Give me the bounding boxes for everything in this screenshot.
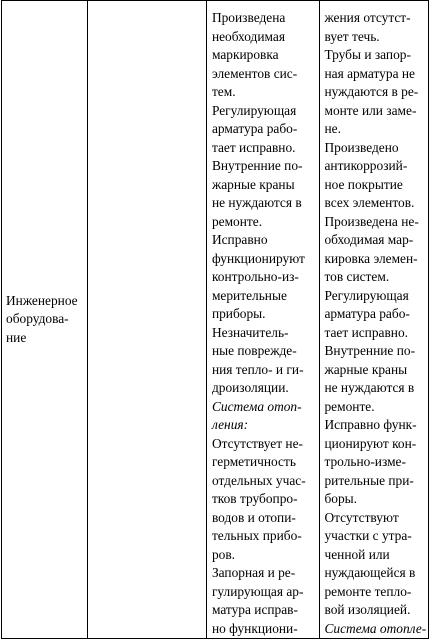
text-line: Регулирующая [211, 102, 297, 118]
text-line: вой изоляцией. [324, 602, 411, 617]
text-line: тем. [211, 84, 236, 99]
text-line: антикоррозий- [324, 158, 408, 173]
text-line: Запорная и ре- [211, 565, 296, 580]
text-line: Отсутствует не- [211, 435, 303, 451]
text-line: не нуждаются в [324, 380, 415, 395]
text-line: необходимая [211, 28, 286, 44]
text-line: Система отопле- [324, 620, 427, 636]
text-line: ров. [211, 546, 235, 562]
text-line: приборы. [211, 306, 266, 321]
text-line: ная арматура не [324, 65, 415, 81]
text-line: Система отоп- [211, 398, 302, 414]
text-line: Инженерное [6, 292, 78, 308]
text-line: оборудова- [6, 311, 69, 327]
text-line: мерительные [211, 287, 287, 303]
text-line: ционируют кон- [324, 435, 417, 451]
text-line: не нуждаются в [211, 195, 302, 210]
text-line: трольно-измe- [324, 454, 406, 469]
column-d-text [320, 1, 428, 638]
text-line: Произведена не- [324, 213, 419, 229]
column-c-text [207, 1, 320, 638]
text-line: герметичность [211, 454, 296, 469]
text-line: водов и отопи- [211, 509, 296, 525]
text-line: нуждаются в ре- [324, 84, 419, 99]
text-line: тов систем. [324, 269, 390, 284]
text-line: арматура рабо- [324, 306, 410, 321]
text-line: ремонте тепло- [324, 583, 412, 599]
text-line: ния тепло- и ги- [211, 361, 304, 377]
text-line: Исправно [211, 232, 268, 247]
text-line: ное покрытие [324, 176, 403, 192]
text-line: тает исправно. [211, 139, 296, 155]
text-line: тков трубопро- [211, 491, 298, 506]
text-line: арматура рабо- [211, 121, 298, 136]
text-line: дроизоляции. [211, 380, 289, 395]
text-line: монте или заме- [324, 102, 417, 118]
text-line: элементов сис- [211, 65, 298, 81]
text-line: но функциони- [211, 620, 298, 636]
text-line: боры. [324, 491, 358, 506]
text-line: не. [324, 121, 341, 136]
text-line: ремонте. [324, 398, 375, 414]
text-line: вует течь. [324, 28, 380, 44]
text-line: Произведена [211, 10, 286, 25]
text-line: жарные краны [324, 361, 408, 377]
text-line: Незначитель- [211, 324, 289, 340]
text-line: рительные при- [324, 472, 414, 488]
section-label-cell [2, 1, 88, 639]
text-line: матура исправ- [211, 602, 298, 617]
section-label [2, 292, 87, 348]
text-line: Трубы и запор- [324, 47, 411, 62]
description-cell-right [320, 1, 429, 639]
text-line: Регулирующая [324, 287, 409, 303]
table-row [2, 1, 429, 639]
text-line: ные поврежде- [211, 343, 297, 358]
text-line: тает исправно. [324, 324, 409, 340]
text-line: Исправно функ- [324, 417, 417, 432]
text-line: жарные краны [211, 176, 295, 192]
text-line: маркировка [211, 47, 279, 62]
text-line: жения отсутст- [324, 10, 411, 25]
text-line: функционируют [211, 250, 305, 266]
document-table [1, 0, 429, 639]
text-line: Отсутствуют [324, 509, 399, 525]
text-line: контрольно-из- [211, 269, 299, 284]
text-line: ние [6, 329, 27, 345]
text-line: Произведено [324, 139, 399, 155]
empty-cell [88, 1, 207, 639]
text-line: нуждающейся в [324, 565, 416, 580]
text-line: отдельных учас- [211, 472, 306, 488]
text-line: Внутренние по- [211, 158, 303, 173]
text-line: гулирующая ар- [211, 583, 304, 599]
text-line: участки с утра- [324, 528, 412, 543]
text-line: ремонте. [211, 213, 263, 229]
text-line: ченной или [324, 546, 390, 562]
text-line: тельных прибо- [211, 528, 302, 543]
text-line: всех элементов. [324, 195, 415, 210]
description-cell-left [206, 1, 320, 639]
text-line: Внутренние по- [324, 343, 416, 358]
text-line: ления: [211, 417, 249, 432]
text-line: обходимая мар- [324, 232, 414, 247]
text-line: кировка элемен- [324, 250, 418, 266]
